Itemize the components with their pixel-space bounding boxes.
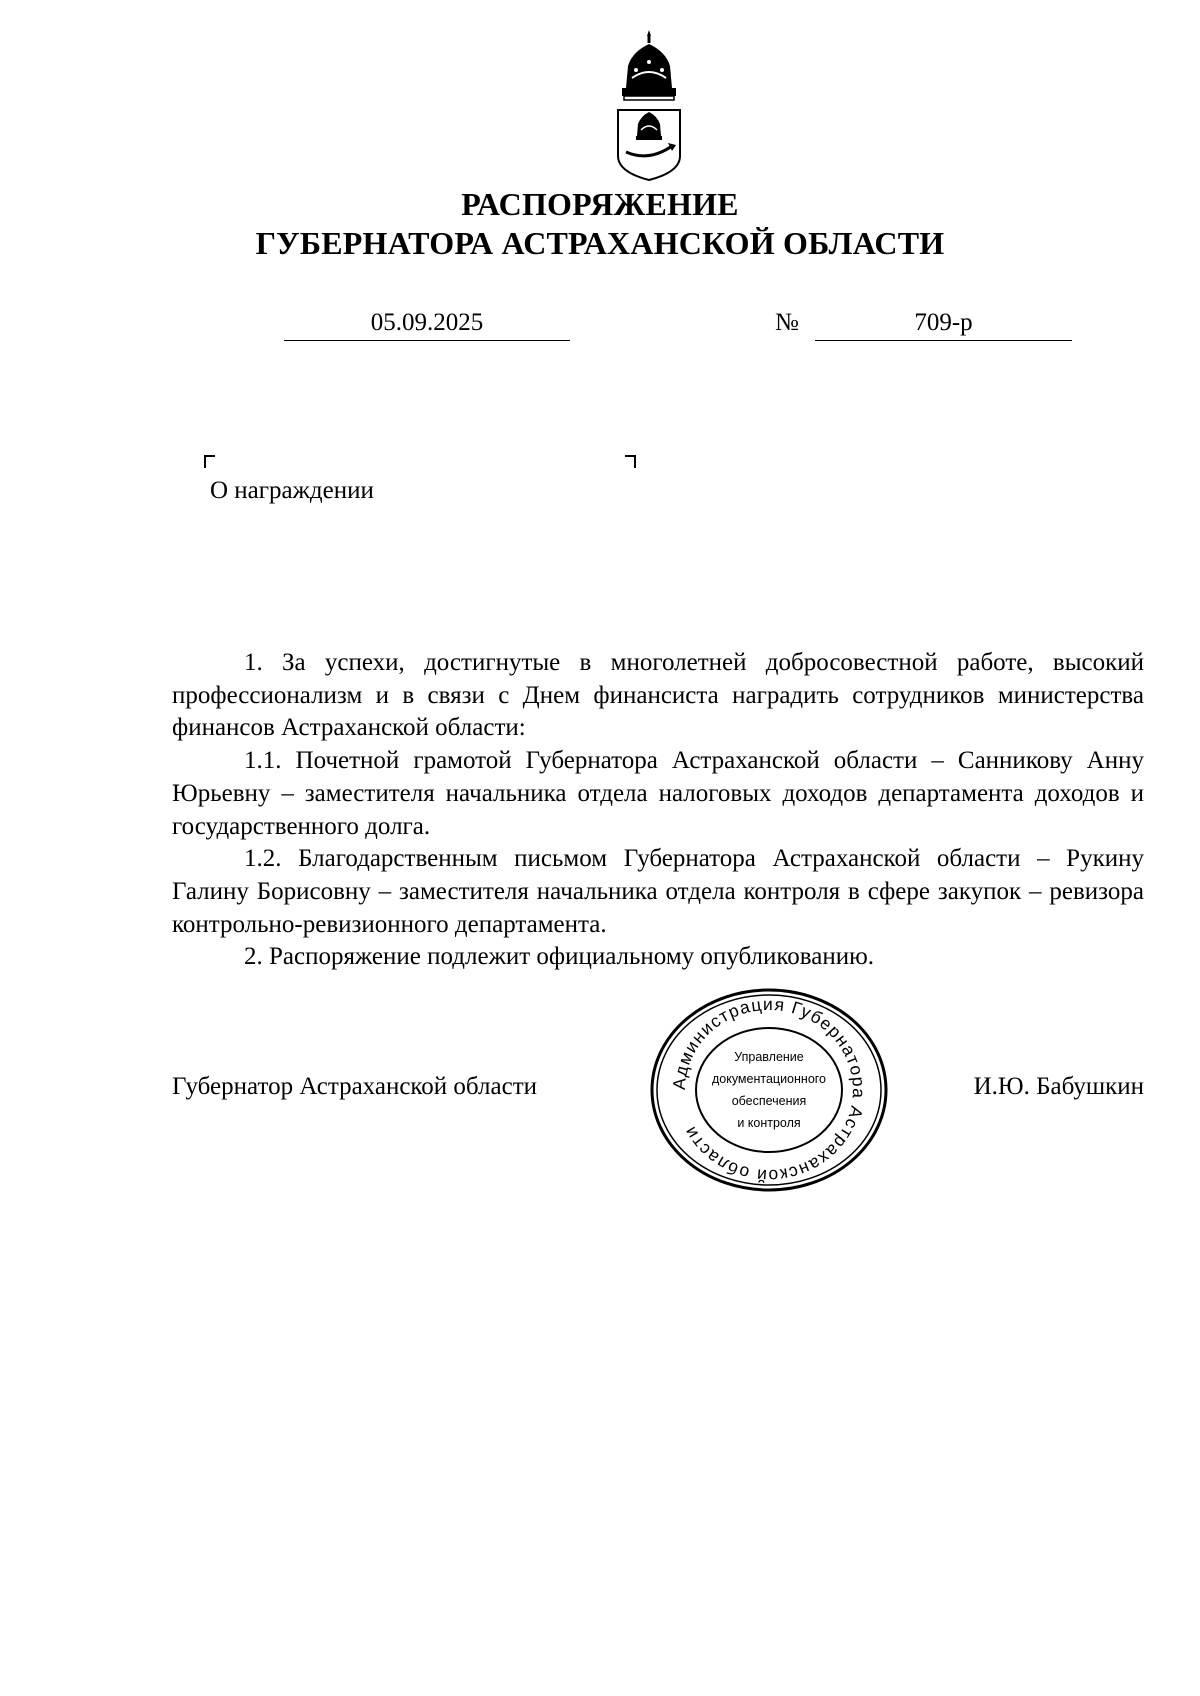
order-date: 05.09.2025 <box>284 306 570 341</box>
order-body <box>172 647 1144 974</box>
number-sign: № <box>775 309 799 336</box>
clause-1: 1. За успехи, достигнутые в многолетней добросовестной работе, высокий профессионализм и в связи с Днем финансиста наградить сотрудников министерства финансов Астраханской области: <box>172 649 1144 742</box>
stamp-line-4: и контроля <box>737 1116 801 1130</box>
stamp-line-2: документационного <box>711 1072 827 1086</box>
signer-name: И.Ю. Бабушкин <box>973 1073 1144 1100</box>
clause-1-1: 1.1. Почетной грамотой Губернатора Астраханской области – Санникову Анну Юрьевну – заместителя начальника отдела налоговых доходов департамента доходов и государственного долга. <box>172 747 1144 840</box>
stamp-center <box>648 987 890 1193</box>
document-title: РАСПОРЯЖЕНИЕ <box>461 186 739 222</box>
order-number: 709-р <box>815 306 1072 341</box>
official-stamp <box>648 987 890 1193</box>
clause-1-2: 1.2. Благодарственным письмом Губернатора Астраханской области – Рукину Галину Борисовну – заместителя начальника отдела контроля в сфере закупок – ревизора контрольно-ревизионного департамента. <box>172 845 1144 938</box>
stamp-line-1: Управление <box>734 1050 804 1064</box>
subject-bracket-left-icon <box>204 455 215 468</box>
document-issuer: ГУБЕРНАТОРА АСТРАХАНСКОЙ ОБЛАСТИ <box>255 225 945 261</box>
stamp-line-3: обеспечения <box>731 1094 807 1108</box>
order-subject: О награждении <box>210 477 374 504</box>
coat-of-arms-icon <box>612 26 686 182</box>
subject-bracket-right-icon <box>625 455 636 468</box>
signer-title: Губернатор Астраханской области <box>172 1073 538 1100</box>
clause-2: 2. Распоряжение подлежит официальному опубликованию. <box>244 943 875 971</box>
stamp-ring-text: Администрация Губернатора Астраханской области <box>668 993 870 1187</box>
